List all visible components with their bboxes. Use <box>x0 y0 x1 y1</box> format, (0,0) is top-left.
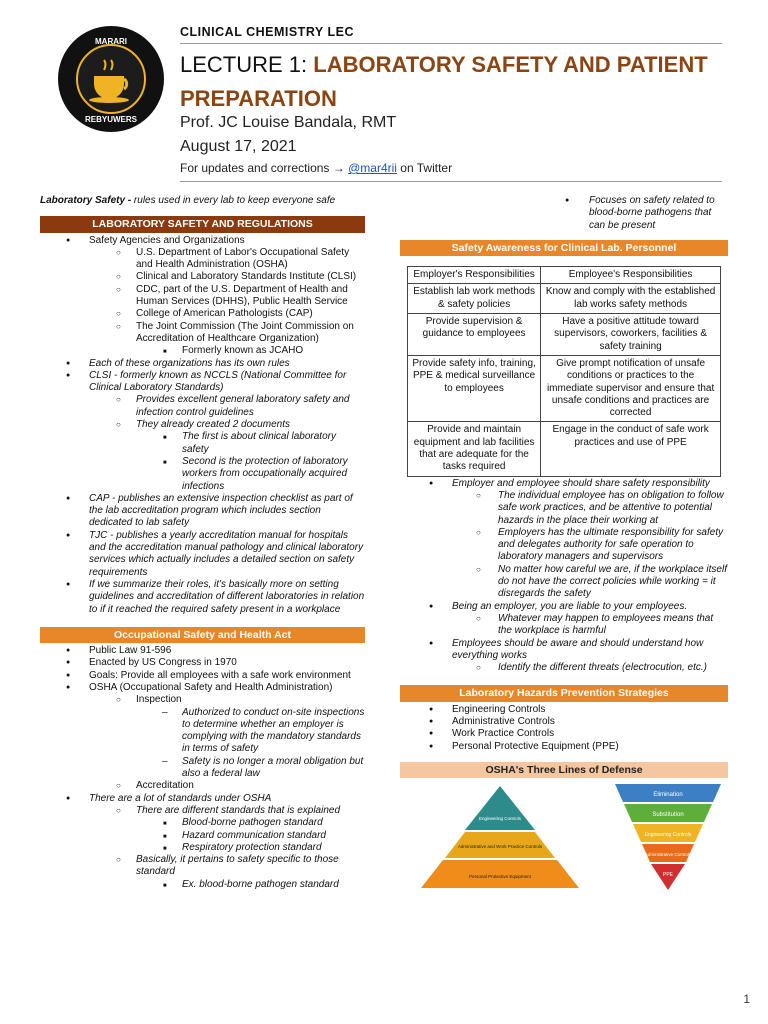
left-column <box>40 195 365 891</box>
list-item: ● Administrative Controls <box>400 716 728 728</box>
list-item: ● If we summarize their roles, it's basically more on setting guidelines and accreditation of different laboratories in relation to if it reached the required safety present in a workplace <box>40 579 365 616</box>
table-row <box>408 314 721 356</box>
intro-definition: Laboratory Safety - rules used in every lab to keep everyone safe <box>40 195 336 206</box>
list-item: ● Enacted by US Congress in 1970 <box>40 657 365 669</box>
defense-figures <box>400 782 728 892</box>
table-row <box>408 284 721 314</box>
list-item: ■ Second is the protection of laboratory workers from occupationally acquired infections <box>40 456 365 493</box>
funnel-label-substitution: Substitution <box>652 812 684 819</box>
osh-act-list <box>40 645 365 891</box>
funnel-label-ppe: PPE <box>662 872 674 879</box>
course-title: CLINICAL CHEMISTRY LEC <box>180 25 354 39</box>
lecture-title <box>180 48 720 116</box>
responsibilities-table <box>407 266 721 476</box>
pyramid-tier-engineering <box>465 786 535 830</box>
svg-text:REBYUWERS: REBYUWERS <box>84 115 138 124</box>
table-header-employee: Employee's Responsibilities <box>541 267 721 284</box>
list-item: ● CAP - publishes an extensive inspection checklist as part of the lab accreditation program which includes section dedicated to lab safety <box>40 493 365 530</box>
section-header-safety-awareness: Safety Awareness for Clinical Lab. Personnel <box>400 240 728 256</box>
list-item: ○ The Joint Commission (The Joint Commission on Accreditation of Healthcare Organization) <box>40 321 365 346</box>
list-item: ■ Ex. blood-borne pathogen standard <box>40 879 365 891</box>
table-cell: Provide safety info, training, PPE & medical surveillance to employees <box>408 355 541 421</box>
list-item: ● TJC - publishes a yearly accreditation manual for hospitals and the accreditation manual pathology and clinical laboratory services which actually includes a detailed section on safety requirements <box>40 530 365 579</box>
defense-pyramid-diagram <box>405 782 595 892</box>
list-item: ○ Provides excellent general laboratory safety and infection control guidelines <box>40 394 365 419</box>
list-item: ■ The first is about clinical laboratory safety <box>40 431 365 456</box>
list-item: ● Work Practice Controls <box>400 728 728 740</box>
list-item: ○ CDC, part of the U.S. Department of Health and Human Services (DHHS), Public Health Service <box>40 284 365 309</box>
list-item: ● Focuses on safety related to blood-borne pathogens that can be present <box>400 195 728 232</box>
list-item: ● There are a lot of standards under OSHA <box>40 793 365 805</box>
list-item: ● Employees should be aware and should understand how everything works <box>400 638 728 663</box>
table-row <box>408 355 721 421</box>
list-item: ○ No matter how careful we are, if the workplace itself do not have the correct policies while working = it disregards the safety <box>400 564 728 601</box>
table-cell: Establish lab work methods & safety policies <box>408 284 541 314</box>
list-item: ■ Formerly known as JCAHO <box>40 345 365 357</box>
list-item: ■ Hazard communication standard <box>40 830 365 842</box>
list-item: ○ U.S. Department of Labor's Occupational Safety and Health Administration (OSHA) <box>40 247 365 272</box>
right-column <box>400 195 728 892</box>
section-header-safety-regulations: LABORATORY SAFETY AND REGULATIONS <box>40 216 365 232</box>
logo <box>58 26 164 132</box>
list-item: ● Safety Agencies and Organizations <box>40 235 365 247</box>
list-item: ○ The individual employee has on obligation to follow safe work practices, and be attentive to potential hazards in the place their working at <box>400 490 728 527</box>
table-header-employer: Employer's Responsibilities <box>408 267 541 284</box>
header-divider-bottom <box>180 181 722 182</box>
top-continued-list <box>400 195 728 232</box>
list-item: ○ Identify the different threats (electrocution, etc.) <box>400 662 728 674</box>
table-cell: Give prompt notification of unsafe conditions or practices to the immediate supervisor and ensure that unsafe conditions and practices are corrected <box>541 355 721 421</box>
section-header-osh-act: Occupational Safety and Health Act <box>40 627 365 643</box>
professor: Prof. JC Louise Bandala, RMT <box>180 114 397 131</box>
table-row <box>408 422 721 476</box>
list-item: ○ College of American Pathologists (CAP) <box>40 308 365 320</box>
hierarchy-of-controls-diagram <box>613 782 723 892</box>
hazard-prevention-list <box>400 704 728 753</box>
list-item: ● Goals: Provide all employees with a safe work environment <box>40 670 365 682</box>
table-cell: Engage in the conduct of safe work practices and use of PPE <box>541 422 721 476</box>
table-cell: Provide supervision & guidance to employees <box>408 314 541 356</box>
safety-awareness-list <box>400 478 728 675</box>
lecture-date: August 17, 2021 <box>180 138 297 155</box>
list-item: – Safety is no longer a moral obligation but also a federal law <box>40 756 365 781</box>
list-item: ○ Accreditation <box>40 780 365 792</box>
table-cell: Know and comply with the established lab works safety methods <box>541 284 721 314</box>
list-item: ● Each of these organizations has its own rules <box>40 358 365 370</box>
list-item: ○ Clinical and Laboratory Standards Institute (CLSI) <box>40 271 365 283</box>
funnel-label-elimination: Elimination <box>653 792 683 799</box>
twitter-handle-link[interactable]: @mar4rii <box>348 161 397 175</box>
table-cell: Provide and maintain equipment and lab facilities that are adequate for the tasks required <box>408 422 541 476</box>
list-item: ○ Employers has the ultimate responsibility for safety and delegates authority for safe operation to laboratory managers and supervisors <box>400 527 728 564</box>
table-cell: Have a positive attitude toward supervisors, coworkers, facilities & safety training <box>541 314 721 356</box>
pyramid-label-administrative: Administrative and Work Practice Controls <box>457 844 543 850</box>
lecture-topic: LABORATORY SAFETY AND PATIENT PREPARATION <box>180 52 708 111</box>
list-item: ● Engineering Controls <box>400 704 728 716</box>
list-item: ■ Blood-borne pathogen standard <box>40 817 365 829</box>
list-item: ● Personal Protective Equipment (PPE) <box>400 741 728 753</box>
list-item: ○ Whatever may happen to employees means that the workplace is harmful <box>400 613 728 638</box>
funnel-label-engineering: Engineering Controls <box>644 832 692 839</box>
lecture-prefix: LECTURE 1: <box>180 52 314 77</box>
list-item: ● CLSI - formerly known as NCCLS (National Committee for Clinical Laboratory Standards) <box>40 370 365 395</box>
list-item: ■ Respiratory protection standard <box>40 842 365 854</box>
list-item: ● Employer and employee should share safety responsibility <box>400 478 728 490</box>
header-divider <box>180 43 722 44</box>
list-item: ○ They already created 2 documents <box>40 419 365 431</box>
pyramid-label-ppe: Personal Protective Equipment <box>469 874 531 880</box>
section-header-hazard-prevention: Laboratory Hazards Prevention Strategies <box>400 685 728 701</box>
coffee-cup-logo-icon <box>58 26 164 132</box>
list-item: ○ Basically, it pertains to safety specific to those standard <box>40 854 365 879</box>
list-item: – Authorized to conduct on-site inspections to determine whether an employer is complying with the mandatory standards in terms of safety <box>40 707 365 756</box>
list-item: ● Being an employer, you are liable to your employees. <box>400 601 728 613</box>
list-item: ○ Inspection <box>40 694 365 706</box>
list-item: ● Public Law 91-596 <box>40 645 365 657</box>
updates-line: For updates and corrections → @mar4rii on Twitter <box>180 161 453 175</box>
pyramid-label-engineering: Engineering Controls <box>478 816 522 822</box>
svg-text:MARARI: MARARI <box>95 37 127 46</box>
funnel-label-administrative: Administrative Controls <box>644 852 692 858</box>
list-item: ● OSHA (Occupational Safety and Health Administration) <box>40 682 365 694</box>
responsibilities-table-body <box>408 284 721 476</box>
page-number: 1 <box>743 992 750 1006</box>
list-item: ○ There are different standards that is explained <box>40 805 365 817</box>
safety-regulations-list <box>40 235 365 616</box>
section-header-three-lines-of-defense: OSHA's Three Lines of Defense <box>400 762 728 778</box>
